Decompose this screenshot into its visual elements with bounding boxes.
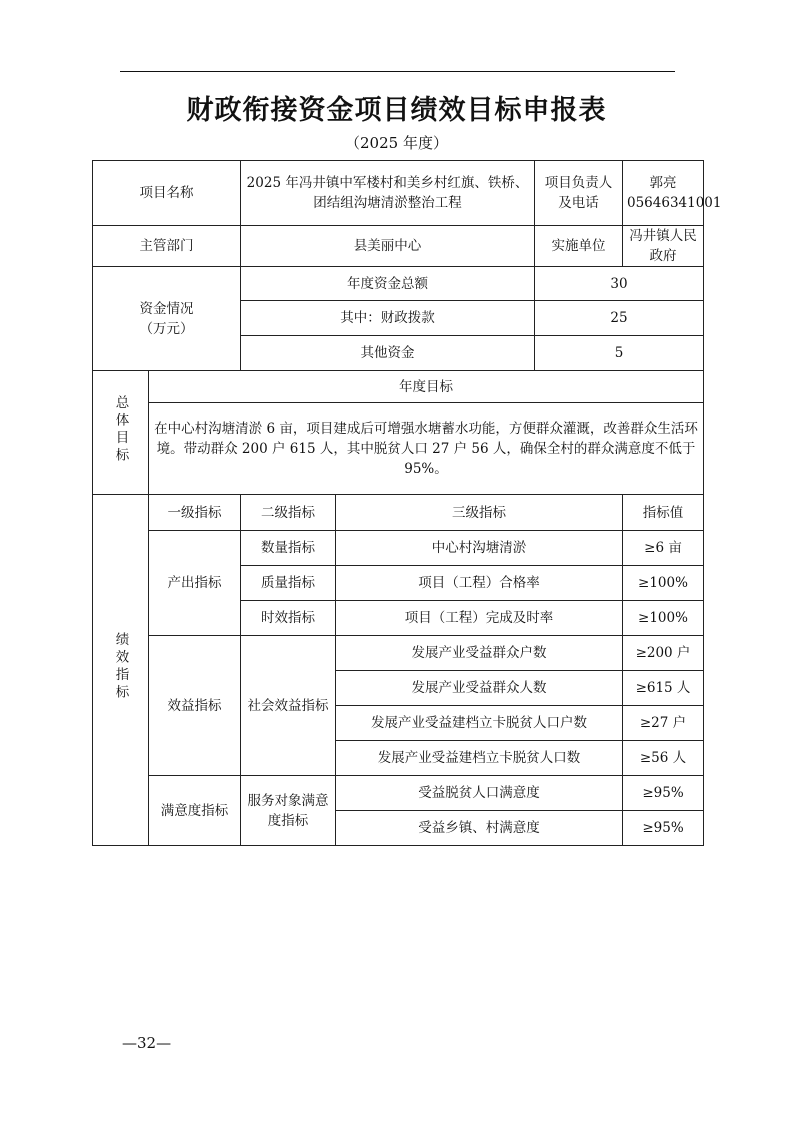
benefit-value: ≥615 人 (623, 671, 704, 706)
page-title: 财政衔接资金项目绩效目标申报表 (186, 95, 607, 126)
funds-total-value: 30 (535, 267, 704, 301)
funds-fiscal-value: 25 (535, 301, 704, 336)
header-level1: 一级指标 (149, 495, 241, 531)
benefit-level3: 发展产业受益建档立卡脱贫人口户数 (336, 706, 623, 741)
satisfaction-level3: 受益乡镇、村满意度 (336, 811, 623, 846)
project-leader-label: 项目负责人及电话 (535, 161, 623, 226)
goal-text: 在中心村沟塘清淤 6 亩，项目建成后可增强水塘蓄水功能，方便群众灌溉，改善群众生活环境。带动群众 200 户 615 人，其中脱贫人口 27 户 56 人，确保全村的群众满意度不低于 95%。 (149, 403, 704, 495)
satisfaction-level1: 满意度指标 (149, 776, 241, 846)
goal-text-row (93, 403, 704, 495)
goal-header-row (93, 371, 704, 403)
output-level3: 项目（工程）完成及时率 (336, 601, 623, 636)
goal-side-label (93, 371, 149, 495)
benefit-level3: 发展产业受益群众户数 (336, 636, 623, 671)
project-name-label: 项目名称 (93, 161, 241, 226)
output-value: ≥100% (623, 566, 704, 601)
leader-name: 郭亮 (649, 175, 677, 191)
project-name-value: 2025 年冯井镇中军楼村和美乡村红旗、铁桥、团结组沟塘清淤整治工程 (241, 161, 535, 226)
output-level2: 质量指标 (241, 566, 336, 601)
satisfaction-value: ≥95% (623, 811, 704, 846)
table-row (93, 636, 704, 671)
table-row (93, 776, 704, 811)
funds-label-line1: 资金情况 (139, 300, 194, 317)
performance-table (92, 160, 722, 846)
goal-header: 年度目标 (149, 371, 704, 403)
table-row (93, 531, 704, 566)
department-row (93, 226, 704, 267)
project-name-row (93, 161, 704, 226)
output-level1: 产出指标 (149, 531, 241, 636)
benefit-value: ≥200 户 (623, 636, 704, 671)
header-level3: 三级指标 (336, 495, 623, 531)
funds-label-line2: （万元） (139, 320, 194, 337)
header-level2: 二级指标 (241, 495, 336, 531)
satisfaction-level2: 服务对象满意度指标 (241, 776, 336, 846)
benefit-value: ≥27 户 (623, 706, 704, 741)
output-value: ≥6 亩 (623, 531, 704, 566)
satisfaction-value: ≥95% (623, 776, 704, 811)
goal-side-text: 总体目标 (112, 394, 129, 465)
funds-other-label: 其他资金 (241, 336, 535, 371)
funds-total-label: 年度资金总额 (241, 267, 535, 301)
indicator-header-row (93, 495, 704, 531)
funds-label (93, 267, 241, 371)
output-level2: 时效指标 (241, 601, 336, 636)
dept-value: 县美丽中心 (241, 226, 535, 267)
output-value: ≥100% (623, 601, 704, 636)
benefit-value: ≥56 人 (623, 741, 704, 776)
funds-other-value: 5 (535, 336, 704, 371)
year-label: （2025 年度） (345, 134, 448, 152)
funds-row (93, 267, 704, 301)
header-value: 指标值 (623, 495, 704, 531)
impl-value: 冯井镇人民政府 (623, 226, 704, 267)
dept-label: 主管部门 (93, 226, 241, 267)
benefit-level3: 发展产业受益群众人数 (336, 671, 623, 706)
impl-label: 实施单位 (535, 226, 623, 267)
leader-phone: 05646341001 (627, 195, 722, 211)
output-level3: 项目（工程）合格率 (336, 566, 623, 601)
benefit-level3: 发展产业受益建档立卡脱贫人口数 (336, 741, 623, 776)
project-leader-cell (623, 161, 722, 226)
output-level3: 中心村沟塘清淤 (336, 531, 623, 566)
page-number: —32— (122, 1034, 172, 1052)
funds-fiscal-label: 其中：财政拨款 (241, 301, 535, 336)
benefit-level2: 社会效益指标 (241, 636, 336, 776)
header-rule (120, 71, 675, 72)
indicator-side-text: 绩效指标 (112, 632, 129, 702)
benefit-level1: 效益指标 (149, 636, 241, 776)
satisfaction-level3: 受益脱贫人口满意度 (336, 776, 623, 811)
output-level2: 数量指标 (241, 531, 336, 566)
indicator-side-label (93, 495, 149, 846)
